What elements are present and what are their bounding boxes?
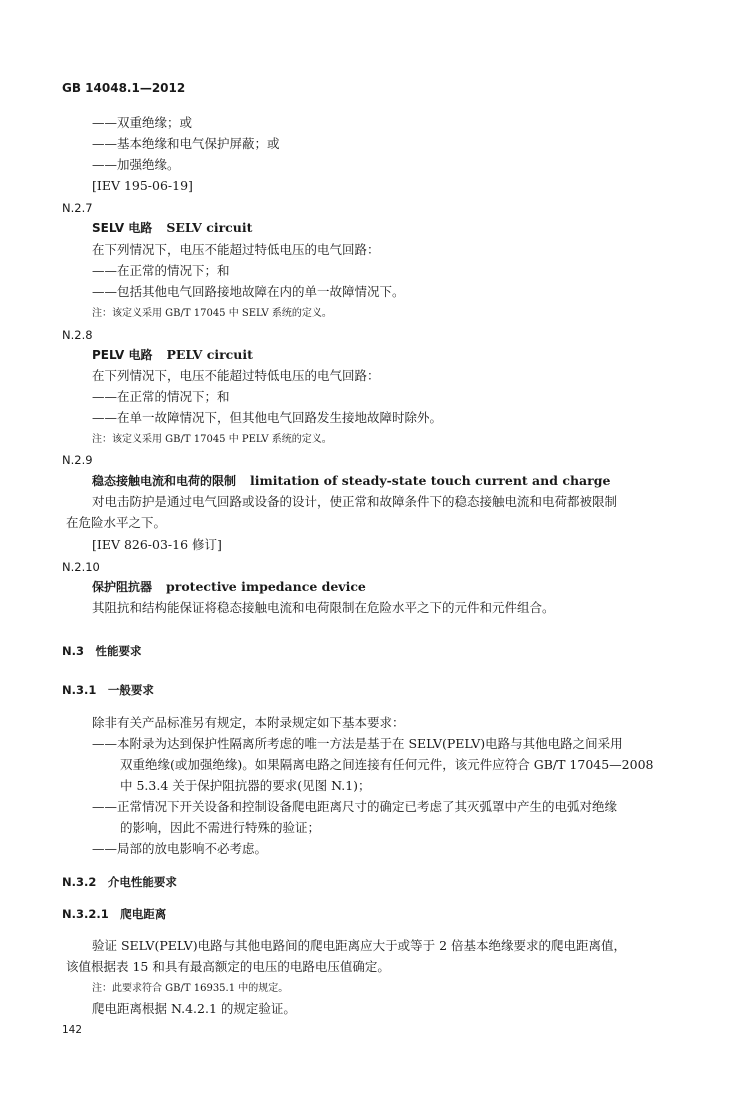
- list-item: ——在正常的情况下；和: [92, 389, 230, 404]
- list-item-continued: 中 5.3.4 关于保护阻抗器的要求(见图 N.1)；: [120, 778, 371, 793]
- paragraph-line: 在下列情况下，电压不能超过特低电压的电气回路：: [92, 242, 380, 257]
- list-item: ——正常情况下开关设备和控制设备爬电距离尺寸的确定已考虑了其灭弧罩中产生的电弧对绝缘: [92, 799, 618, 814]
- page-header: GB 14048.1—2012: [62, 81, 186, 95]
- note: 注：此要求符合 GB/T 16935.1 中的规定。: [92, 983, 289, 994]
- term-title: [92, 579, 366, 595]
- paragraph-line: 对电击防护是通过电气回路或设备的设计，使正常和故障条件下的稳态接触电流和电荷都被限制: [92, 494, 618, 509]
- paragraph-line: 在下列情况下，电压不能超过特低电压的电气回路：: [92, 368, 380, 383]
- term-en: limitation of steady-state touch current and charge: [250, 473, 611, 488]
- term-en: protective impedance device: [166, 579, 366, 594]
- term-title: [92, 473, 610, 489]
- term-cn: PELV 电路: [92, 348, 153, 362]
- section-heading: N.3.1 一般要求: [62, 683, 154, 697]
- paragraph-line: 除非有关产品标准另有规定，本附录规定如下基本要求：: [92, 715, 405, 730]
- list-item: ——包括其他电气回路接地故障在内的单一故障情况下。: [92, 284, 405, 299]
- list-item: ——在正常的情况下；和: [92, 263, 230, 278]
- clause-number: N.2.8: [62, 328, 93, 342]
- list-item: ——局部的放电影响不必考虑。: [92, 841, 268, 856]
- list-item: ——加强绝缘。: [92, 157, 180, 172]
- paragraph-line: 该值根据表 15 和具有最高额定的电压的电路电压值确定。: [66, 959, 390, 974]
- clause-number: N.2.7: [62, 201, 93, 215]
- term-cn: 稳态接触电流和电荷的限制: [92, 474, 237, 488]
- section-heading: N.3.2.1 爬电距离: [62, 907, 167, 921]
- list-item-continued: 的影响，因此不需进行特殊的验证；: [120, 820, 321, 835]
- list-item: ——双重绝缘；或: [92, 115, 193, 130]
- section-heading: N.3 性能要求: [62, 644, 142, 658]
- list-item: ——在单一故障情况下，但其他电气回路发生接地故障时除外。: [92, 410, 443, 425]
- page-number: 142: [62, 1024, 83, 1036]
- term-en: PELV circuit: [166, 347, 253, 362]
- clause-number: N.2.10: [62, 560, 100, 574]
- term-cn: 保护阻抗器: [92, 580, 153, 594]
- term-title: [92, 347, 253, 363]
- section-heading: N.3.2 介电性能要求: [62, 875, 177, 889]
- list-item-continued: 双重绝缘(或加强绝缘)。如果隔离电路之间连接有任何元件，该元件应符合 GB/T 17045—2008: [120, 757, 654, 772]
- clause-number: N.2.9: [62, 453, 93, 467]
- paragraph-line: 在危险水平之下。: [66, 515, 167, 530]
- reference: [IEV 195-06-19]: [92, 178, 193, 193]
- term-en: SELV circuit: [166, 220, 253, 235]
- list-item: ——本附录为达到保护性隔离所考虑的唯一方法是基于在 SELV(PELV)电路与其他电路之间采用: [92, 736, 623, 751]
- term-cn: SELV 电路: [92, 221, 153, 235]
- reference: [IEV 826-03-16 修订]: [92, 537, 222, 552]
- paragraph-line: 爬电距离根据 N.4.2.1 的规定验证。: [92, 1001, 296, 1016]
- paragraph-line: 其阻抗和结构能保证将稳态接触电流和电荷限制在危险水平之下的元件和元件组合。: [92, 600, 555, 615]
- paragraph-line: 验证 SELV(PELV)电路与其他电路间的爬电距离应大于或等于 2 倍基本绝缘要求的爬电距离值，: [92, 938, 627, 953]
- note: 注：该定义采用 GB/T 17045 中 SELV 系统的定义。: [92, 308, 332, 319]
- list-item: ——基本绝缘和电气保护屏蔽；或: [92, 136, 280, 151]
- note: 注：该定义采用 GB/T 17045 中 PELV 系统的定义。: [92, 434, 332, 445]
- term-title: [92, 220, 252, 236]
